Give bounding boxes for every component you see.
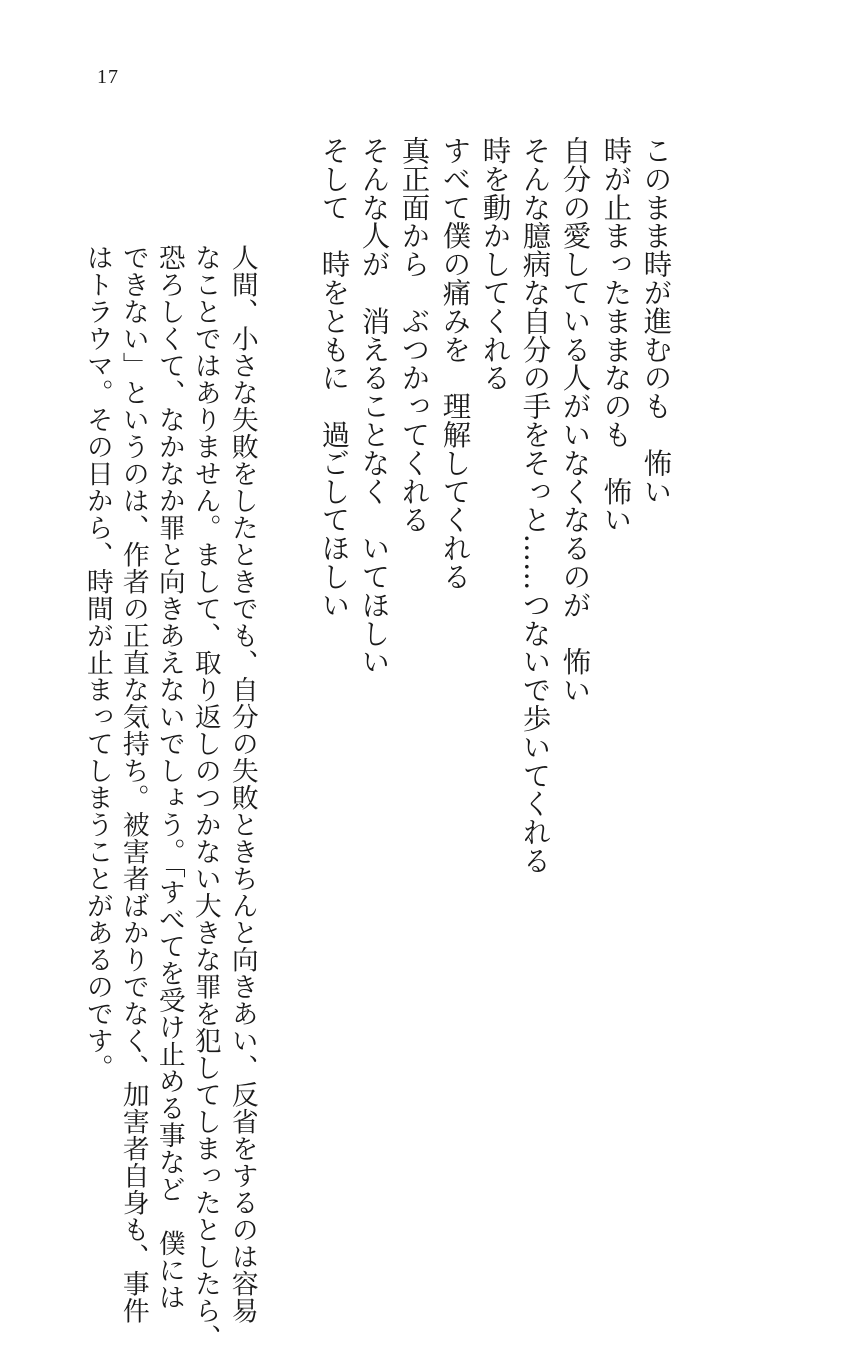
poem-line: 時を動かしてくれる [478, 136, 512, 392]
prose-line: できない」というのは、作者の正直な気持ち。被害者ばかりでなく、加害者自身も、事件 [117, 244, 149, 1324]
page-number: 17 [97, 66, 119, 88]
poem-line: そして 時をともに 過ごしてほしい [317, 136, 351, 619]
prose-line: 人間、小さな失敗をしたときでも、自分の失敗ときちんと向きあい、反省をするのは容易 [226, 244, 258, 1324]
poem-line: そんな臆病な自分の手をそっと……つないで歩いてくれる [518, 136, 552, 875]
prose-line: なことではありません。まして、取り返しのつかない大きな罪を犯してしまったとしたら、 [189, 244, 221, 1351]
prose-line: 恐ろしくて、なかなか罪と向きあえないでしょう。「すべてを受け止める事など 僕には [153, 244, 185, 1311]
poem-line: すべて僕の痛みを 理解してくれる [438, 136, 472, 591]
poem-line: そんな人が 消えることなく いてほしい [357, 136, 391, 676]
poem-line: このまま時が進むのも 怖い [639, 136, 673, 506]
prose-line: はトラウマ。その日から、時間が止まってしまうことがあるのです。 [81, 244, 113, 1081]
poem-line: 時が止まったままなのも 怖い [599, 136, 633, 534]
poem-line: 自分の愛している人がいなくなるのが 怖い [558, 136, 592, 704]
poem-line: 真正面から ぶつかってくれる [397, 136, 431, 534]
